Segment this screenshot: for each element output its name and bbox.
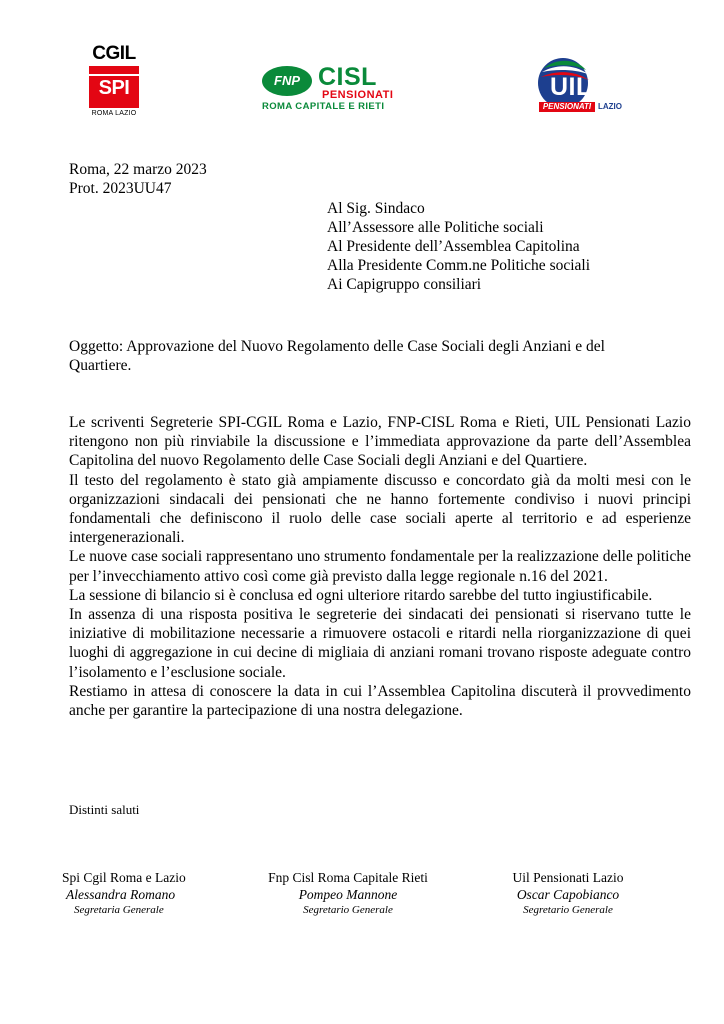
subject-line: Oggetto: Approvazione del Nuovo Regolamento delle Case Sociali degli Anziani e del	[69, 338, 605, 355]
signature-name: Alessandra Romano	[66, 887, 176, 902]
letter-date: Roma, 22 marzo 2023	[69, 161, 207, 178]
letter-body	[69, 413, 691, 720]
letter-meta	[69, 160, 207, 198]
uil-pensionati-text: PENSIONATI	[539, 102, 595, 112]
fnp-cisl-logo	[262, 64, 422, 112]
recipient-line: Al Sig. Sindaco	[327, 200, 425, 217]
signature-org: Uil Pensionati Lazio	[512, 870, 624, 885]
subject-line: Quartiere.	[69, 357, 132, 374]
uil-area-text: LAZIO	[598, 102, 622, 111]
signature-name: Oscar Capobianco	[516, 887, 620, 902]
signature-block	[262, 869, 434, 918]
cisl-pensionati-text: PENSIONATI	[322, 89, 394, 101]
body-paragraph: La sessione di bilancio si è conclusa ed ogni ulteriore ritardo sarebbe del tutto ingiustificabile.	[69, 586, 653, 604]
letter-closing: Distinti saluti	[69, 802, 140, 817]
recipient-line: Al Presidente dell’Assemblea Capitolina	[327, 238, 580, 255]
signature-role: Segretario Generale	[523, 904, 613, 916]
cgil-logo-subtitle: ROMA LAZIO	[91, 110, 137, 117]
spi-logo-text: SPI	[98, 77, 130, 99]
cgil-logo-text: CGIL	[92, 43, 136, 64]
uil-logo-text: UIL	[550, 73, 592, 101]
signature-org: Spi Cgil Roma e Lazio	[62, 870, 186, 885]
letter-protocol: Prot. 2023UU47	[69, 180, 172, 197]
recipient-line: All’Assessore alle Politiche sociali	[327, 219, 544, 236]
signature-role: Segretario Generale	[303, 904, 393, 916]
recipients-block	[327, 199, 590, 294]
recipient-line: Alla Presidente Comm.ne Politiche sociali	[327, 257, 591, 274]
cisl-logo-text: CISL	[318, 63, 377, 91]
body-paragraph: In assenza di una risposta positiva le segreterie dei sindacati dei pensionati si riservano tutte le iniziative di mobilitazione necessarie a rimuovere ostacoli e ritardi nella riorganizzazione di quei luoghi di aggregazione in cui decine di migliaia di anziani romani trovano risposte adeguate contro l’isolamento e l’esclusione sociale.	[69, 606, 691, 681]
fnp-badge	[262, 66, 312, 96]
body-paragraph: Il testo del regolamento è stato già ampiamente discusso e concordato già da molti mesi con le organizzazioni sindacali dei pensionati che ne hanno fortemente condiviso i nuovi principi fondamentali che definiscono il ruolo delle case sociali aperte al territorio e ad esperienze intergenerazionali.	[69, 471, 691, 547]
body-paragraph: Le nuove case sociali rappresentano uno strumento fondamentale per la realizzazione delle politiche per l’invecchiamento attivo così come già previsto dalla legge regionale n.16 del 2021.	[69, 548, 691, 585]
spi-red-box	[89, 66, 139, 108]
signature-role: Segretaria Generale	[74, 904, 164, 916]
body-paragraph: Le scriventi Segreterie SPI-CGIL Roma e Lazio, FNP-CISL Roma e Rieti, UIL Pensionati Lazio ritengono non più rinviabile la discussione e l’immediata approvazione da parte dell’Assemblea Capitolina del nuovo Regolamento delle Case Sociali degli Anziani e del Quartiere.	[69, 414, 691, 470]
body-paragraph: Restiamo in attesa di conoscere la data in cui l’Assemblea Capitolina discuterà il provvedimento anche per garantire la partecipazione di una nostra delegazione.	[69, 682, 691, 720]
recipient-line: Ai Capigruppo consiliari	[327, 276, 482, 293]
signature-block	[488, 869, 648, 918]
cisl-area-text: ROMA CAPITALE E RIETI	[262, 101, 385, 112]
signature-name: Pompeo Mannone	[298, 887, 398, 902]
fnp-badge-text: FNP	[274, 73, 300, 88]
signature-block	[62, 869, 242, 918]
letter-subject	[69, 337, 669, 375]
spi-divider	[89, 74, 139, 76]
signature-org: Fnp Cisl Roma Capitale Rieti	[268, 870, 428, 885]
cgil-spi-logo	[86, 44, 142, 117]
uil-pensionati-logo	[536, 56, 646, 114]
